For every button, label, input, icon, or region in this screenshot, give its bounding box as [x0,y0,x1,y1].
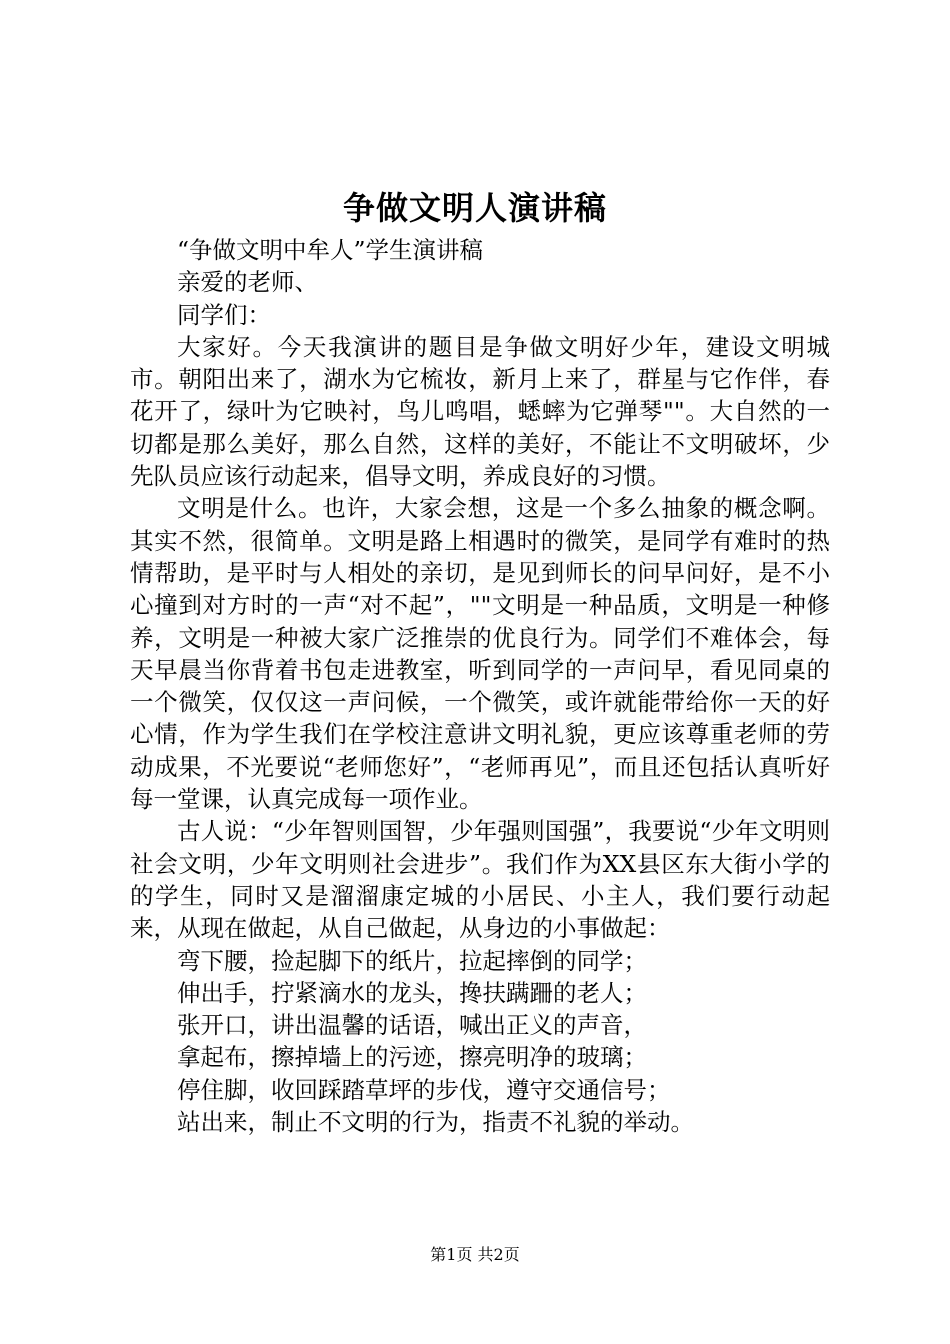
paragraph-intro: 大家好。今天我演讲的题目是争做文明好少年，建设文明城市。朝阳出来了，湖水为它梳妆，新月上来了，群星与它作伴，春花开了，绿叶为它映衬，鸟儿鸣唱，蟋蟀为它弹琴""。大自然的一切都是那么美好，那么自然，这样的美好，不能让不文明破坏，少先队员应该行动起来，倡导文明，养成良好的习惯。 [130,332,830,491]
salutation-line-2: 同学们： [177,300,271,329]
action-line-6: 站出来，制止不文明的行为，指责不礼貌的举动。 [177,1108,694,1137]
action-line-1: 弯下腰，捡起脚下的纸片，拉起摔倒的同学； [177,946,647,975]
document-title: 争做文明人演讲稿 [342,189,607,227]
action-line-4: 拿起布，擦掉墙上的污迹，擦亮明净的玻璃； [177,1043,647,1072]
action-line-2: 伸出手，拧紧滴水的龙头，搀扶蹒跚的老人； [177,978,647,1007]
paragraph-ancient-saying: 古人说：“少年智则国智，少年强则国强”，我要说“少年文明则社会文明，少年文明则社会进步”。我们作为XX县区东大街小学的的学生，同时又是溜溜康定城的小居民、小主人，我们要行动起来，从现在做起，从自己做起，从身边的小事做起： [130,817,830,943]
salutation-line-1: 亲爱的老师、 [177,268,318,297]
speech-heading: “争做文明中牟人”学生演讲稿 [177,236,484,264]
action-line-3: 张开口，讲出温馨的话语，喊出正义的声音， [177,1011,647,1040]
paragraph-what-is-civility: 文明是什么。也许，大家会想，这是一个多么抽象的概念啊。其实不然，很简单。文明是路上相遇时的微笑，是同学有难时的热情帮助，是平时与人相处的亲切，是见到师长的问早问好，是不小心撞到对方时的一声“对不起”，""文明是一种品质，文明是一种修养，文明是一种被大家广泛推崇的优良行为。同学们不难体会，每天早晨当你背着书包走进教室，听到同学的一声问早，看见同桌的一个微笑，仅仅这一声问候，一个微笑，或许就能带给你一天的好心情，作为学生我们在学校注意讲文明礼貌，更应该尊重老师的劳动成果，不光要说“老师您好”，“老师再见”，而且还包括认真听好每一堂课，认真完成每一项作业。 [130,494,830,814]
document-body [130,234,830,1138]
page-footer: 第1页 共2页 [430,1245,520,1264]
action-line-5: 停住脚，收回踩踏草坪的步伐，遵守交通信号； [177,1075,671,1104]
